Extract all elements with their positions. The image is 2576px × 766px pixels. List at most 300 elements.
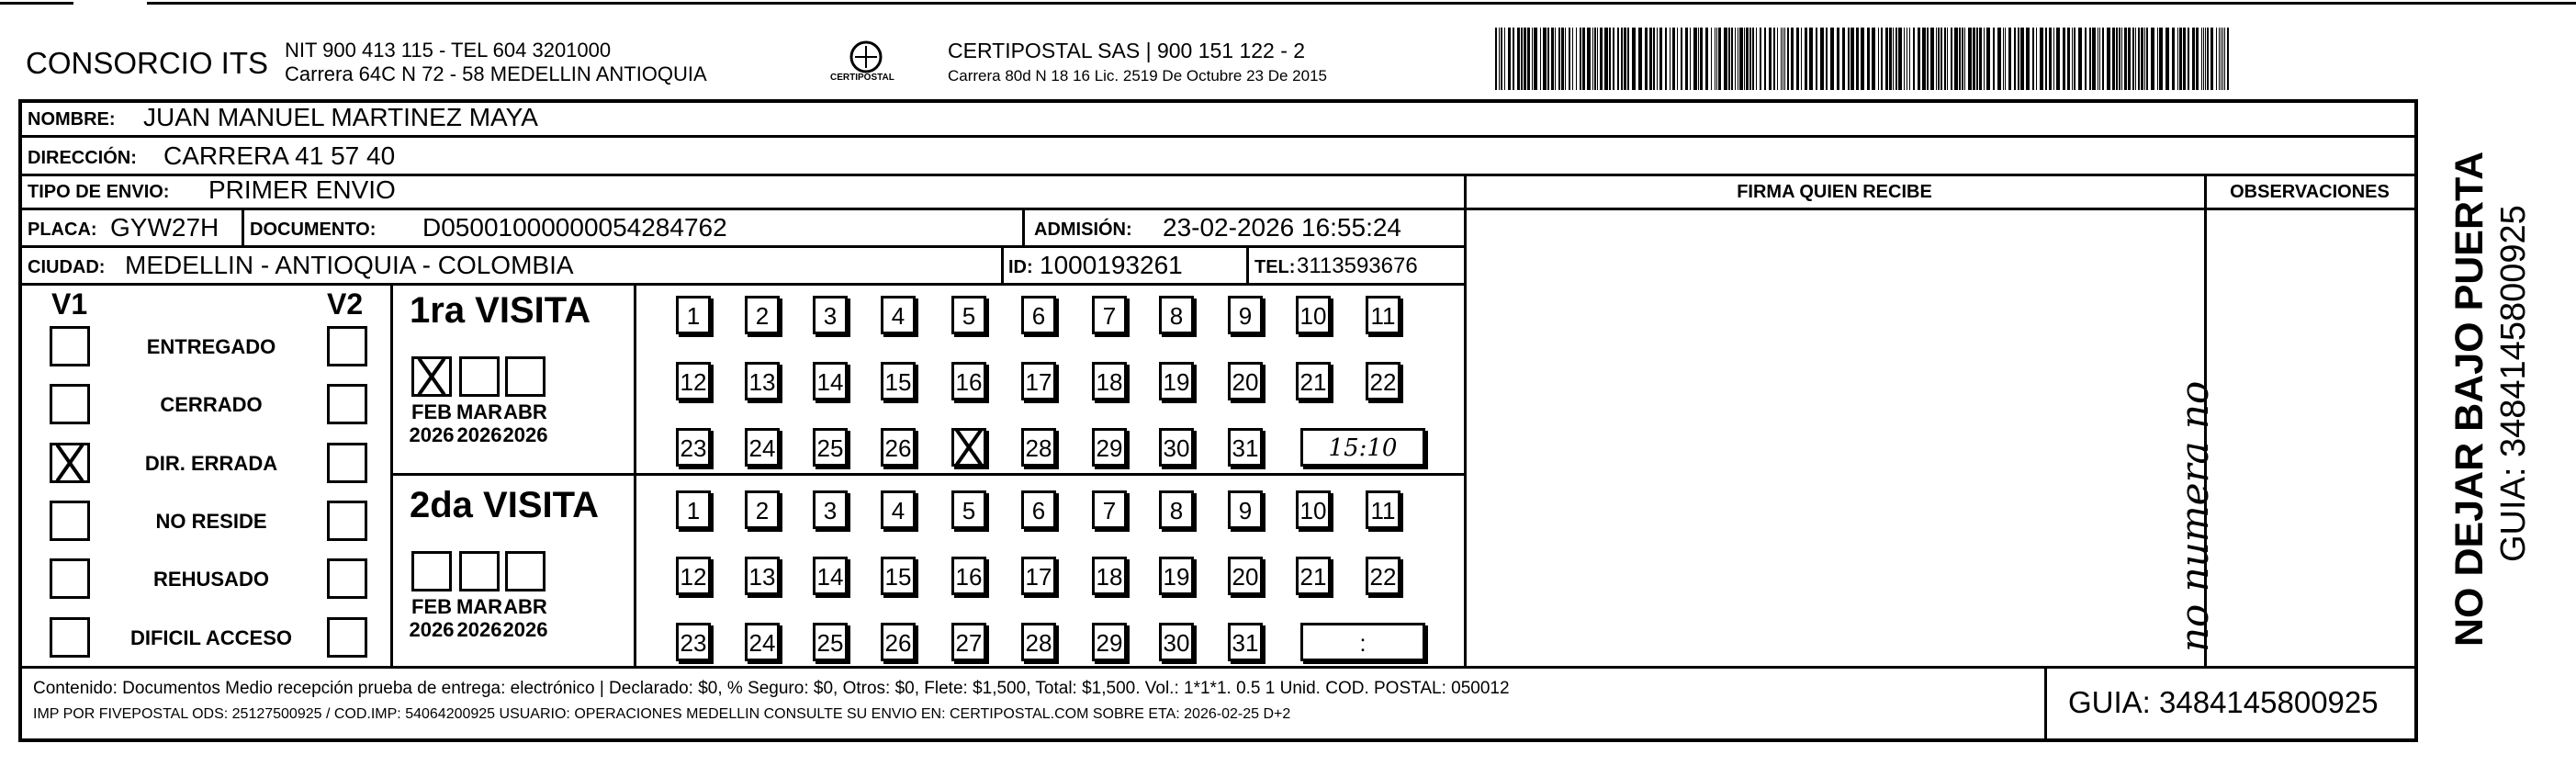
- barcode-bar: [1587, 28, 1591, 90]
- barcode-bar: [1624, 28, 1626, 90]
- barcode-bar: [1558, 28, 1560, 90]
- barcode-bar: [1951, 28, 1952, 90]
- barcode-bar: [2056, 28, 2060, 90]
- barcode-bar: [1582, 28, 1585, 90]
- barcode-bar: [1555, 28, 1556, 90]
- visit2-time-box[interactable]: :: [1300, 623, 1425, 661]
- barcode-bar: [1760, 28, 1761, 90]
- barcode-bar: [1617, 28, 1619, 90]
- barcode-bar: [2216, 28, 2217, 90]
- visit2-month-label: [454, 595, 505, 642]
- visit1-month-label: [454, 400, 505, 447]
- visit2-day-19[interactable]: 19: [1159, 557, 1194, 595]
- barcode-bar: [1600, 28, 1603, 90]
- visit1-month-checkbox[interactable]: [505, 356, 546, 397]
- visit1-day-6[interactable]: 6: [1021, 296, 1056, 334]
- barcode-bar: [2005, 28, 2006, 90]
- visit2-day-20[interactable]: 20: [1228, 557, 1263, 595]
- visit2-day-14[interactable]: 14: [813, 557, 848, 595]
- visit1-day-11[interactable]: 11: [1366, 296, 1400, 334]
- barcode-bar: [2078, 28, 2082, 90]
- visit2-month-checkbox[interactable]: [411, 551, 452, 591]
- nombre-value: JUAN MANUEL MARTINEZ MAYA: [143, 103, 538, 131]
- barcode: [1495, 28, 2230, 90]
- barcode-bar: [2119, 28, 2120, 90]
- visit1-day-8[interactable]: 8: [1159, 296, 1194, 334]
- barcode-bar: [1872, 28, 1875, 90]
- barcode-bar: [2092, 28, 2096, 90]
- barcode-bar: [2135, 28, 2136, 90]
- visit2-day-30[interactable]: 30: [1159, 623, 1194, 661]
- barcode-bar: [1791, 28, 1794, 90]
- barcode-bar: [1895, 28, 1897, 90]
- visit2-day-11[interactable]: 11: [1366, 490, 1400, 529]
- barcode-bar: [1645, 28, 1648, 90]
- barcode-bar: [2121, 28, 2122, 90]
- visit1-day-20[interactable]: 20: [1228, 362, 1263, 400]
- top-border: [147, 2, 2576, 5]
- barcode-bar: [2165, 28, 2169, 90]
- barcode-bar: [1881, 28, 1883, 90]
- barcode-bar: [1764, 28, 1766, 90]
- barcode-bar: [2036, 28, 2037, 90]
- visit1-day-18[interactable]: 18: [1092, 362, 1127, 400]
- barcode-bar: [1735, 28, 1736, 90]
- barcode-bar: [1850, 28, 1854, 90]
- barcode-bar: [1909, 28, 1910, 90]
- month-year: 2026: [409, 423, 455, 447]
- barcode-bar: [1784, 28, 1785, 90]
- barcode-bar: [1609, 28, 1611, 90]
- visit2-day-1[interactable]: 1: [676, 490, 711, 529]
- barcode-bar: [1962, 28, 1963, 90]
- barcode-bar: [1681, 28, 1682, 90]
- barcode-bar: [2074, 28, 2075, 90]
- barcode-bar: [1820, 28, 1824, 90]
- v1-checkbox-0[interactable]: [50, 326, 90, 366]
- barcode-bar: [1534, 28, 1537, 90]
- visit1-day-25[interactable]: 25: [813, 428, 848, 467]
- v1-checkbox-3[interactable]: [50, 501, 90, 541]
- reason-label: REHUSADO: [153, 568, 269, 591]
- barcode-bar: [1724, 28, 1727, 90]
- visit1-month-checkbox[interactable]: [459, 356, 500, 397]
- month-name: ABR: [503, 595, 547, 618]
- barcode-bar: [1659, 28, 1662, 90]
- visit2-day-27[interactable]: 27: [951, 623, 986, 661]
- barcode-bar: [1527, 28, 1530, 90]
- barcode-bar: [2188, 28, 2189, 90]
- barcode-bar: [1756, 28, 1757, 90]
- barcode-bar: [1826, 28, 1828, 90]
- footer-line2: IMP POR FIVEPOSTAL ODS: 25127500925 / COD.IMP: 54064200925 USUARIO: OPERACIONES MEDELLIN CONSULTE SU ENVIO EN: CERTIPOSTAL.COM SOBRE ETA: 2026-02-25 D+2: [33, 706, 1291, 722]
- barcode-bar: [1693, 28, 1697, 90]
- barcode-bar: [1842, 28, 1845, 90]
- reason-label: DIR. ERRADA: [144, 452, 278, 475]
- barcode-bar: [1746, 28, 1749, 90]
- barcode-bar: [2172, 28, 2175, 90]
- barcode-bar: [1592, 28, 1593, 90]
- barcode-bar: [1930, 28, 1934, 90]
- tel-value: 3113593676: [1297, 253, 1418, 278]
- visit2-month-checkbox[interactable]: [459, 551, 500, 591]
- barcode-bar: [2207, 28, 2209, 90]
- visit1-day-29[interactable]: 29: [1092, 428, 1127, 467]
- month-name: MAR: [456, 400, 503, 423]
- barcode-bar: [2227, 28, 2229, 90]
- barcode-bar: [1716, 28, 1717, 90]
- v1-checkbox-5[interactable]: [50, 617, 90, 658]
- corner-mark: [0, 2, 73, 5]
- visit1-time-box[interactable]: 15:10: [1300, 428, 1425, 467]
- barcode-bar: [2067, 28, 2070, 90]
- placa-label: PLACA:: [28, 220, 97, 240]
- visit2-day-13[interactable]: 13: [745, 557, 780, 595]
- admision-value: 23-02-2026 16:55:24: [1163, 213, 1401, 242]
- month-year: 2026: [456, 423, 502, 447]
- barcode-bar: [2141, 28, 2143, 90]
- direccion-value: CARRERA 41 57 40: [163, 141, 396, 170]
- barcode-bar: [1848, 28, 1850, 90]
- v2-header: V2: [327, 287, 364, 321]
- barcode-bar: [1781, 28, 1782, 90]
- visit2-day-26[interactable]: 26: [881, 623, 916, 661]
- visit1-day-15[interactable]: 15: [881, 362, 916, 400]
- visit2-day-15[interactable]: 15: [881, 557, 916, 595]
- ciudad-label: CIUDAD:: [28, 257, 106, 277]
- barcode-bar: [1856, 28, 1859, 90]
- barcode-bar: [1685, 28, 1688, 90]
- barcode-bar: [1690, 28, 1691, 90]
- barcode-bar: [2203, 28, 2204, 90]
- barcode-bar: [2128, 28, 2131, 90]
- barcode-bar: [1551, 28, 1554, 90]
- barcode-bar: [2151, 28, 2154, 90]
- side-guia: GUIA: 3484145800925: [2494, 205, 2533, 562]
- v2-checkbox-3[interactable]: [327, 501, 367, 541]
- visit2-day-6[interactable]: 6: [1021, 490, 1056, 529]
- tipo-label: TIPO DE ENVIO:: [28, 182, 170, 202]
- visit2-day-23[interactable]: 23: [676, 623, 711, 661]
- barcode-bar: [1976, 28, 1978, 90]
- barcode-bar: [1501, 28, 1502, 90]
- visit1-title: 1ra VISITA: [410, 290, 591, 331]
- barcode-bar: [2201, 28, 2202, 90]
- barcode-bar: [1632, 28, 1636, 90]
- barcode-bar: [1959, 28, 1961, 90]
- barcode-bar: [1809, 28, 1813, 90]
- barcode-bar: [1752, 28, 1754, 90]
- barcode-bar: [2102, 28, 2104, 90]
- barcode-bar: [1728, 28, 1730, 90]
- visit1-day-19[interactable]: 19: [1159, 362, 1194, 400]
- visit2-day-24[interactable]: 24: [745, 623, 780, 661]
- barcode-bar: [1936, 28, 1937, 90]
- v1-checkbox-4[interactable]: [50, 558, 90, 599]
- barcode-bar: [1922, 28, 1926, 90]
- visit2-day-3[interactable]: 3: [813, 490, 848, 529]
- barcode-bar: [1569, 28, 1570, 90]
- barcode-bar: [2210, 28, 2213, 90]
- v2-checkbox-5[interactable]: [327, 617, 367, 658]
- barcode-bar: [1979, 28, 1982, 90]
- barcode-bar: [2020, 28, 2024, 90]
- barcode-bar: [1627, 28, 1629, 90]
- barcode-bar: [1918, 28, 1920, 90]
- visit1-day-31[interactable]: 31: [1228, 428, 1263, 467]
- barcode-bar: [1913, 28, 1915, 90]
- visit2-title: 2da VISITA: [410, 485, 599, 525]
- tipo-value: PRIMER ENVIO: [208, 175, 396, 204]
- barcode-bar: [1944, 28, 1946, 90]
- visit1-day-4[interactable]: 4: [881, 296, 916, 334]
- tel-label: TEL:: [1254, 257, 1296, 277]
- month-name: FEB: [411, 400, 452, 423]
- visit2-day-7[interactable]: 7: [1092, 490, 1127, 529]
- reason-label: DIFICIL ACCESO: [129, 626, 292, 649]
- v1-checkbox-1[interactable]: [50, 384, 90, 424]
- barcode-bar: [1889, 28, 1892, 90]
- barcode-bar: [2099, 28, 2100, 90]
- barcode-bar: [2072, 28, 2073, 90]
- barcode-bar: [1604, 28, 1608, 90]
- footer-guia: GUIA: 3484145800925: [2068, 685, 2379, 719]
- month-name: FEB: [411, 595, 452, 618]
- barcode-bar: [2221, 28, 2222, 90]
- barcode-bar: [1805, 28, 1807, 90]
- barcode-bar: [2179, 28, 2182, 90]
- barcode-bar: [1665, 28, 1667, 90]
- v1-header: V1: [51, 287, 88, 321]
- barcode-bar: [1885, 28, 1888, 90]
- barcode-bar: [2026, 28, 2030, 90]
- barcode-bar: [1705, 28, 1708, 90]
- barcode-bar: [2053, 28, 2054, 90]
- v2-checkbox-2[interactable]: [327, 443, 367, 483]
- barcode-bar: [2018, 28, 2019, 90]
- certipostal-logo: [825, 37, 907, 92]
- visit2-month-label: [406, 595, 457, 642]
- barcode-bar: [1504, 28, 1505, 90]
- month-name: MAR: [456, 595, 503, 618]
- documento-label: DOCUMENTO:: [250, 220, 377, 240]
- barcode-bar: [2192, 28, 2195, 90]
- barcode-bar: [1597, 28, 1598, 90]
- visit1-day-7[interactable]: 7: [1092, 296, 1127, 334]
- barcode-bar: [1517, 28, 1520, 90]
- barcode-bar: [1898, 28, 1902, 90]
- barcode-bar: [1986, 28, 1990, 90]
- barcode-bar: [1993, 28, 1995, 90]
- visit1-day-10[interactable]: 10: [1296, 296, 1331, 334]
- visit1-month-checkbox[interactable]: [411, 356, 452, 397]
- visit2-day-25[interactable]: 25: [813, 623, 848, 661]
- barcode-bar: [1777, 28, 1778, 90]
- barcode-bar: [1565, 28, 1566, 90]
- barcode-bar: [2032, 28, 2034, 90]
- barcode-bar: [1749, 28, 1751, 90]
- barcode-bar: [1657, 28, 1658, 90]
- barcode-bar: [2177, 28, 2178, 90]
- nombre-label: NOMBRE:: [28, 109, 116, 130]
- barcode-bar: [1878, 28, 1879, 90]
- visit1-day-16[interactable]: 16: [951, 362, 986, 400]
- month-year: 2026: [456, 618, 502, 642]
- visit1-day-26[interactable]: 26: [881, 428, 916, 467]
- barcode-bar: [2014, 28, 2016, 90]
- barcode-bar: [1653, 28, 1655, 90]
- visit1-day-22[interactable]: 22: [1366, 362, 1400, 400]
- barcode-bar: [1521, 28, 1523, 90]
- barcode-bar: [2132, 28, 2134, 90]
- barcode-bar: [2089, 28, 2091, 90]
- v1-checkbox-2[interactable]: [50, 443, 90, 483]
- visit1-day-9[interactable]: 9: [1228, 296, 1263, 334]
- v2-checkbox-0[interactable]: [327, 326, 367, 366]
- barcode-bar: [1580, 28, 1581, 90]
- visit1-month-label: [406, 400, 457, 447]
- barcode-bar: [1816, 28, 1817, 90]
- ciudad-value: MEDELLIN - ANTIOQUIA - COLOMBIA: [125, 251, 574, 279]
- direccion-label: DIRECCIÓN:: [28, 148, 137, 168]
- barcode-bar: [1973, 28, 1975, 90]
- barcode-bar: [2116, 28, 2118, 90]
- barcode-bar: [2040, 28, 2043, 90]
- visit2-day-21[interactable]: 21: [1296, 557, 1331, 595]
- visit1-day-28[interactable]: 28: [1021, 428, 1056, 467]
- visit1-day-14[interactable]: 14: [813, 362, 848, 400]
- admision-label: ADMISIÓN:: [1034, 220, 1132, 240]
- barcode-bar: [1540, 28, 1541, 90]
- visit1-day-30[interactable]: 30: [1159, 428, 1194, 467]
- visit1-day-5[interactable]: 5: [951, 296, 986, 334]
- company-name: CONSORCIO ITS: [26, 46, 269, 80]
- barcode-bar: [2138, 28, 2140, 90]
- barcode-bar: [1711, 28, 1712, 90]
- visit1-day-24[interactable]: 24: [745, 428, 780, 467]
- visit2-month-label: [500, 595, 551, 642]
- barcode-bar: [2183, 28, 2186, 90]
- month-year: 2026: [409, 618, 455, 642]
- barcode-bar: [1698, 28, 1699, 90]
- barcode-bar: [1649, 28, 1652, 90]
- visit2-day-12[interactable]: 12: [676, 557, 711, 595]
- visit1-day-17[interactable]: 17: [1021, 362, 1056, 400]
- visit1-day-23[interactable]: 23: [676, 428, 711, 467]
- visit2-day-22[interactable]: 22: [1366, 557, 1400, 595]
- barcode-bar: [1954, 28, 1958, 90]
- visit2-day-31[interactable]: 31: [1228, 623, 1263, 661]
- visit1-day-27[interactable]: [951, 428, 986, 467]
- barcode-bar: [1700, 28, 1703, 90]
- barcode-bar: [1739, 28, 1743, 90]
- barcode-bar: [1801, 28, 1802, 90]
- barcode-bar: [2124, 28, 2127, 90]
- v2-checkbox-1[interactable]: [327, 384, 367, 424]
- visit2-day-9[interactable]: 9: [1228, 490, 1263, 529]
- visit1-day-1[interactable]: 1: [676, 296, 711, 334]
- visit1-day-2[interactable]: 2: [745, 296, 780, 334]
- barcode-bar: [1830, 28, 1834, 90]
- visit2-day-5[interactable]: 5: [951, 490, 986, 529]
- visit2-day-2[interactable]: 2: [745, 490, 780, 529]
- month-name: ABR: [503, 400, 547, 423]
- reason-label: ENTREGADO: [146, 335, 276, 358]
- id-label: ID:: [1008, 257, 1033, 277]
- visit2-day-28[interactable]: 28: [1021, 623, 1056, 661]
- barcode-bar: [1787, 28, 1789, 90]
- barcode-bar: [2049, 28, 2052, 90]
- visit1-day-3[interactable]: 3: [813, 296, 848, 334]
- barcode-bar: [2085, 28, 2087, 90]
- side-no-dejar: NO DEJAR BAJO PUERTA: [2447, 151, 2492, 647]
- visit1-day-12[interactable]: 12: [676, 362, 711, 400]
- visit2-day-18[interactable]: 18: [1092, 557, 1127, 595]
- barcode-bar: [1594, 28, 1596, 90]
- barcode-bar: [1837, 28, 1839, 90]
- barcode-bar: [1927, 28, 1929, 90]
- barcode-bar: [1495, 28, 1497, 90]
- barcode-bar: [1572, 28, 1573, 90]
- certipostal-line1: CERTIPOSTAL SAS | 900 151 122 - 2: [948, 39, 1306, 62]
- barcode-bar: [1638, 28, 1642, 90]
- barcode-bar: [1524, 28, 1526, 90]
- certipostal-line2: Carrera 80d N 18 16 Lic. 2519 De Octubre 23 De 2015: [948, 67, 1327, 84]
- visit2-day-16[interactable]: 16: [951, 557, 986, 595]
- barcode-bar: [1769, 28, 1772, 90]
- barcode-bar: [1576, 28, 1577, 90]
- barcode-bar: [2112, 28, 2115, 90]
- barcode-bar: [1547, 28, 1549, 90]
- visit1-day-21[interactable]: 21: [1296, 362, 1331, 400]
- barcode-bar: [1796, 28, 1799, 90]
- barcode-bar: [1968, 28, 1972, 90]
- visit2-day-29[interactable]: 29: [1092, 623, 1127, 661]
- id-value: 1000193261: [1040, 251, 1183, 279]
- barcode-bar: [2045, 28, 2047, 90]
- barcode-bar: [1984, 28, 1985, 90]
- visit2-day-8[interactable]: 8: [1159, 490, 1194, 529]
- barcode-bar: [1947, 28, 1948, 90]
- documento-value: D05001000000054284762: [422, 213, 727, 242]
- v2-checkbox-4[interactable]: [327, 558, 367, 599]
- barcode-bar: [1861, 28, 1864, 90]
- visit2-month-checkbox[interactable]: [505, 551, 546, 591]
- visit2-day-10[interactable]: 10: [1296, 490, 1331, 529]
- visit2-day-17[interactable]: 17: [1021, 557, 1056, 595]
- logo-text: CERTIPOSTAL: [830, 73, 894, 83]
- visit1-day-13[interactable]: 13: [745, 362, 780, 400]
- barcode-bar: [1543, 28, 1547, 90]
- barcode-bar: [2063, 28, 2065, 90]
- barcode-bar: [2144, 28, 2145, 90]
- visit1-month-label: [500, 400, 551, 447]
- company-address: Carrera 64C N 72 - 58 MEDELLIN ANTIOQUIA: [285, 62, 707, 85]
- barcode-bar: [1997, 28, 2001, 90]
- barcode-bar: [1938, 28, 1940, 90]
- barcode-bar: [1867, 28, 1870, 90]
- barcode-bar: [1532, 28, 1533, 90]
- barcode-bar: [2146, 28, 2148, 90]
- month-year: 2026: [502, 423, 548, 447]
- barcode-bar: [1621, 28, 1623, 90]
- barcode-bar: [1499, 28, 1500, 90]
- barcode-bar: [1940, 28, 1942, 90]
- barcode-bar: [1613, 28, 1614, 90]
- barcode-bar: [1964, 28, 1965, 90]
- visit2-day-4[interactable]: 4: [881, 490, 916, 529]
- barcode-bar: [1731, 28, 1733, 90]
